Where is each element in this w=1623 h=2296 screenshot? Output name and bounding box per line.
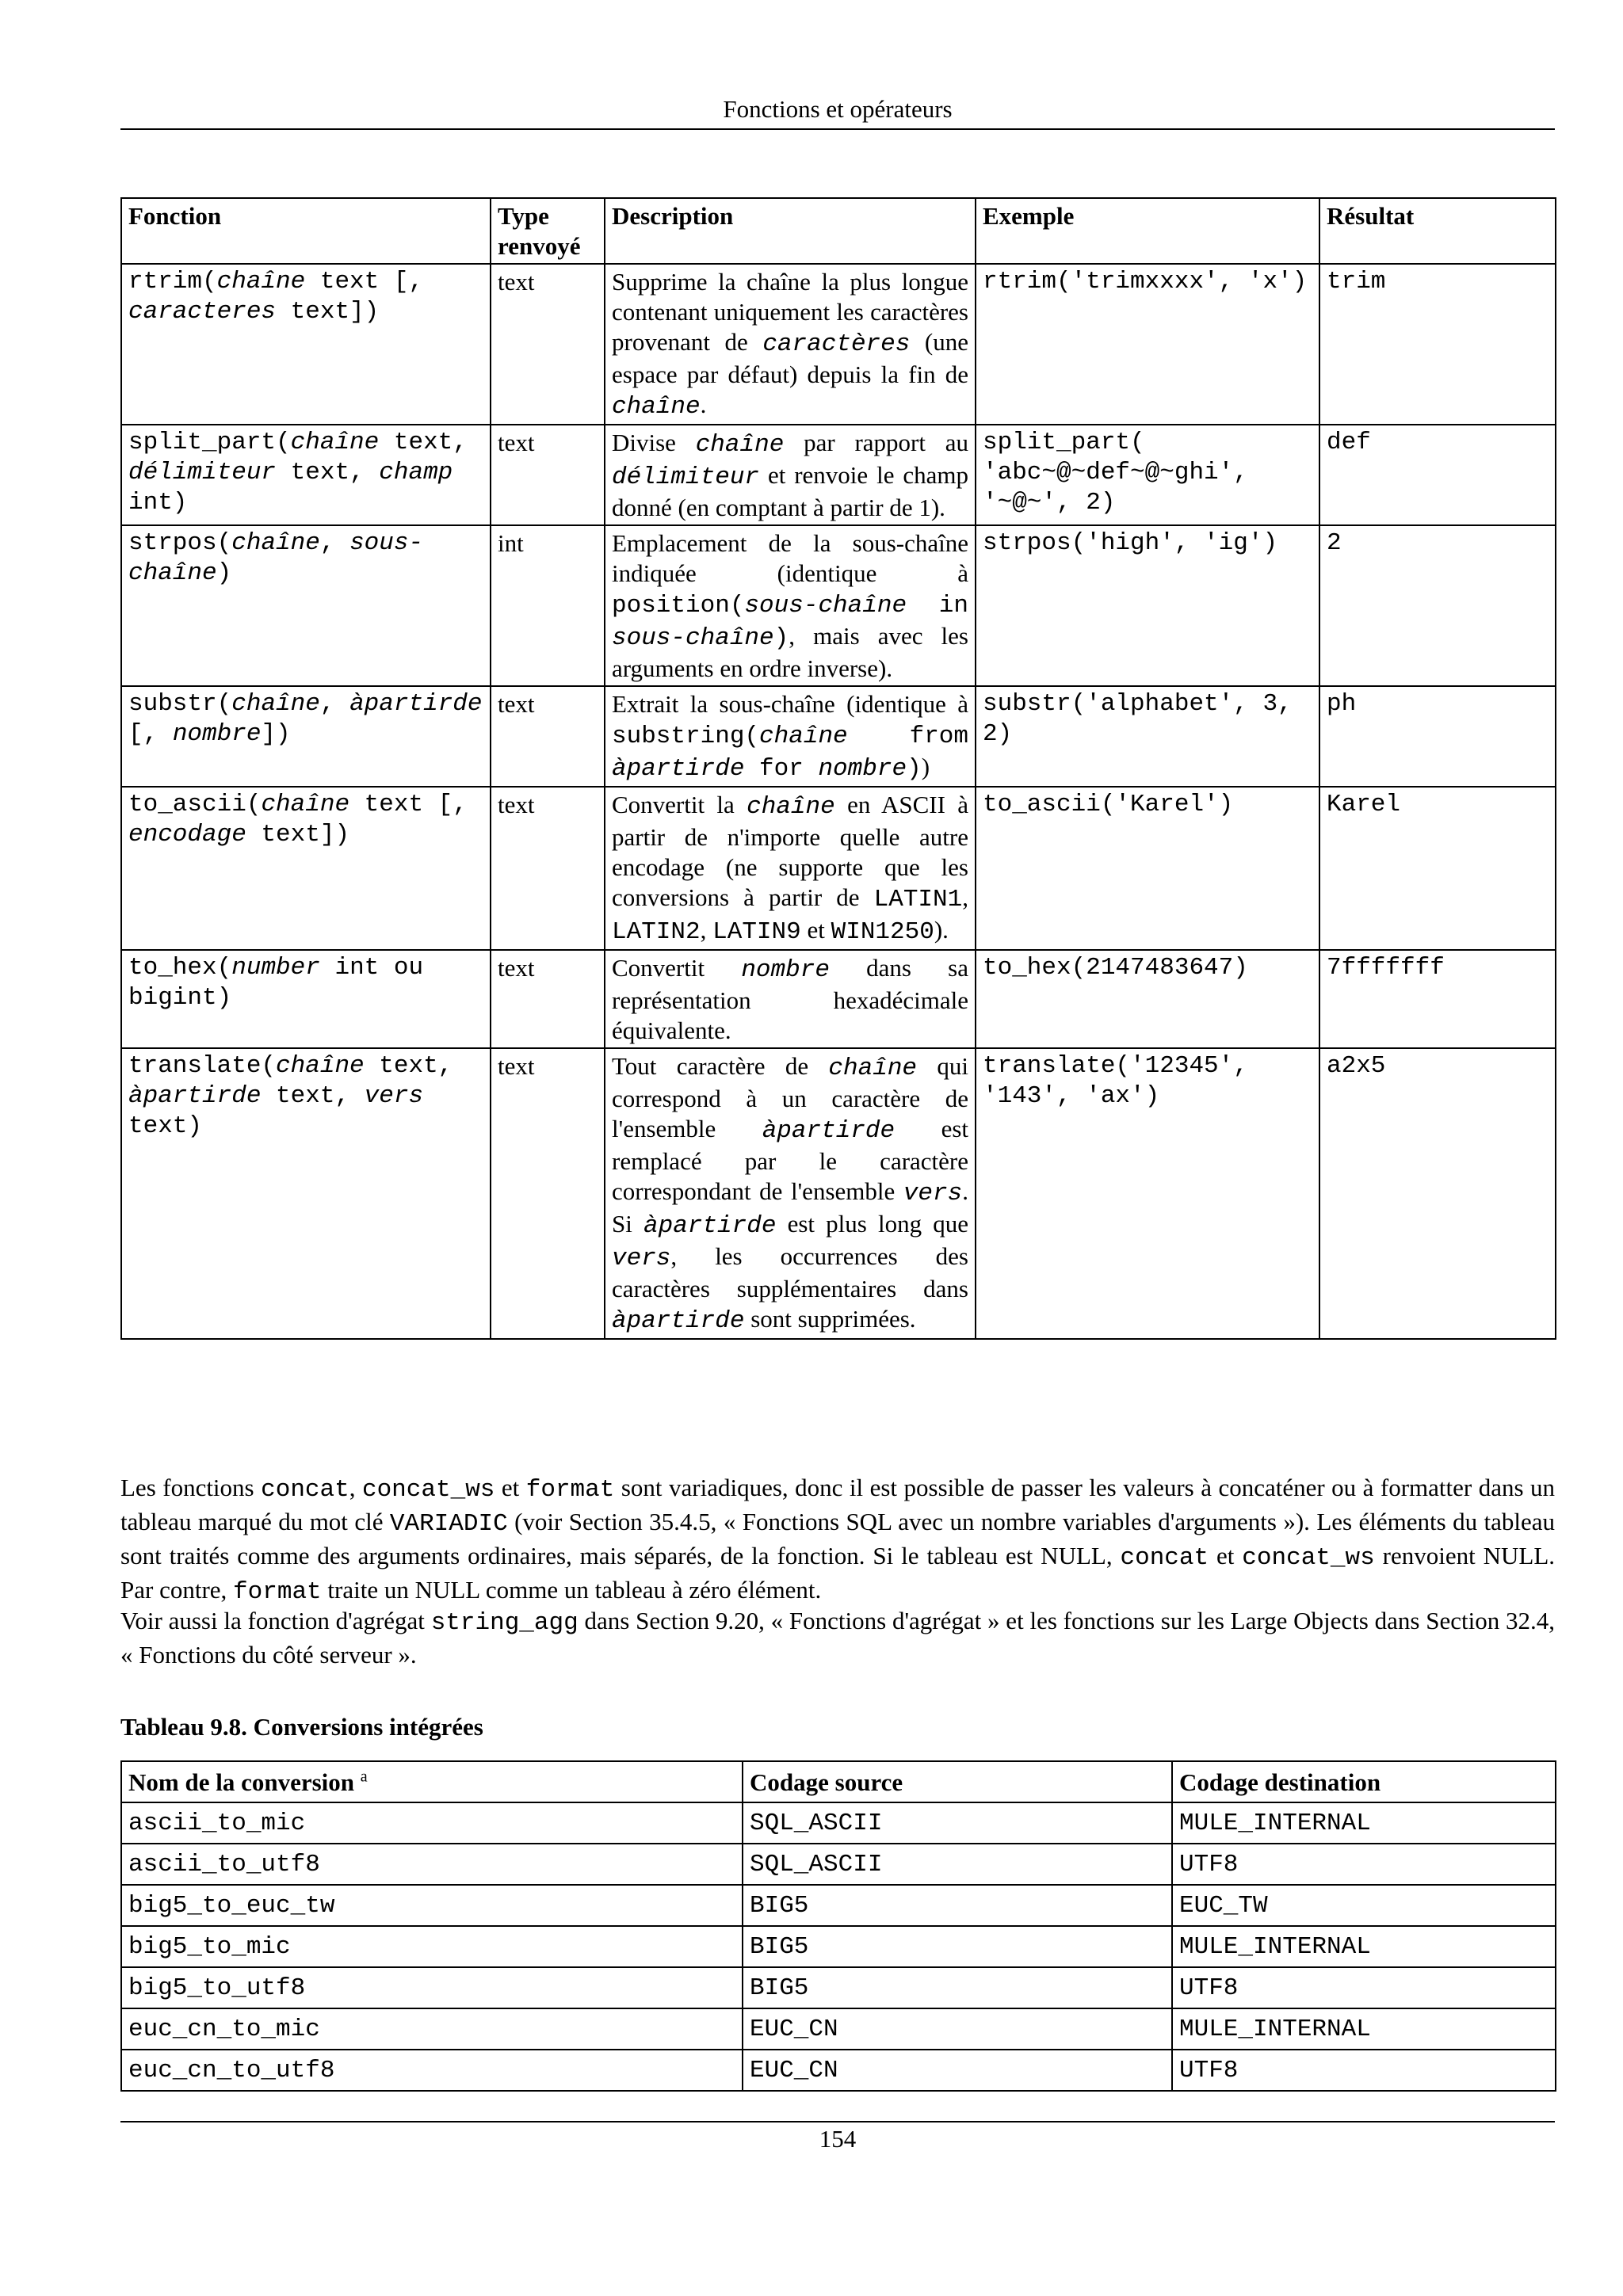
table-caption: Tableau 9.8. Conversions intégrées bbox=[120, 1713, 483, 1741]
table-row bbox=[121, 2008, 1556, 2050]
code-parameter: nombre bbox=[741, 956, 830, 984]
table-header-row bbox=[121, 198, 1556, 264]
source-encoding-cell: BIG5 bbox=[743, 1885, 1172, 1926]
code-parameter: chaîne bbox=[290, 429, 380, 456]
conversion-name-cell: big5_to_euc_tw bbox=[121, 1885, 743, 1926]
return-type-cell: text bbox=[491, 264, 605, 425]
running-header: Fonctions et opérateurs bbox=[723, 95, 953, 123]
return-type-cell: text bbox=[491, 1048, 605, 1339]
code-literal: int ou bigint) bbox=[128, 954, 424, 1012]
conversion-name-cell: big5_to_mic bbox=[121, 1926, 743, 1967]
destination-encoding-cell: MULE_INTERNAL bbox=[1172, 2008, 1556, 2050]
code-literal: format bbox=[233, 1578, 322, 1606]
table-row bbox=[121, 525, 1556, 686]
example-cell: split_part( 'abc~@~def~@~ghi', '~@~', 2) bbox=[976, 425, 1319, 525]
result-cell: 2 bbox=[1319, 525, 1556, 686]
text-run: dans Section 9.20, « Fonctions d'agrégat » et les fonctions sur les Large Objects dans Section 32.4, « Fonctions du côté serveur ». bbox=[120, 1607, 1556, 1669]
code-literal: text, bbox=[276, 459, 380, 486]
code-parameter: chaîne bbox=[261, 791, 350, 818]
code-parameter: àpartirde bbox=[349, 690, 483, 718]
text-run: , mais avec les arguments en ordre inverse). bbox=[612, 622, 968, 682]
text-run: . bbox=[700, 391, 707, 418]
code-parameter: chaîne bbox=[612, 393, 701, 421]
code-literal: position( bbox=[612, 592, 745, 620]
code-parameter: vers bbox=[903, 1180, 963, 1207]
code-literal: split_part( bbox=[128, 429, 291, 456]
text-run: (une espace par défaut) depuis la fin de bbox=[612, 328, 968, 388]
code-parameter: caractères bbox=[762, 330, 911, 358]
code-literal: text, bbox=[261, 1082, 365, 1110]
code-parameter: caracteres bbox=[128, 298, 277, 326]
code-parameter: sous-chaîne bbox=[612, 624, 774, 652]
col-header-example: Exemple bbox=[976, 198, 1319, 264]
code-parameter: vers bbox=[364, 1082, 424, 1110]
text-run: Emplacement de la sous-chaîne indiquée (identique à bbox=[612, 529, 968, 587]
header-rule bbox=[120, 128, 1555, 130]
table-row bbox=[121, 787, 1556, 950]
code-parameter: chaîne bbox=[828, 1055, 918, 1082]
table-row bbox=[121, 1844, 1556, 1885]
source-encoding-cell: BIG5 bbox=[743, 1967, 1172, 2008]
example-cell: to_ascii('Karel') bbox=[976, 787, 1319, 950]
code-parameter: sous-chaîne bbox=[128, 529, 424, 587]
text-run: dans sa représentation hexadécimale équivalente. bbox=[612, 954, 968, 1044]
code-parameter: chaîne bbox=[231, 690, 320, 718]
destination-encoding-cell: MULE_INTERNAL bbox=[1172, 1802, 1556, 1844]
text-run: Convertit bbox=[612, 954, 742, 982]
return-type-cell: int bbox=[491, 525, 605, 686]
conversion-name-cell: ascii_to_utf8 bbox=[121, 1844, 743, 1885]
code-literal: to_hex( bbox=[128, 954, 232, 982]
description-cell bbox=[605, 525, 976, 686]
function-signature-cell bbox=[121, 1048, 491, 1339]
code-literal: [, bbox=[128, 720, 173, 748]
code-parameter: chaîne bbox=[695, 431, 785, 459]
function-signature-cell bbox=[121, 950, 491, 1048]
source-encoding-cell: EUC_CN bbox=[743, 2050, 1172, 2091]
text-run: Voir aussi la fonction d'agrégat bbox=[120, 1607, 431, 1634]
code-parameter: chaîne bbox=[216, 268, 306, 296]
text-run: et bbox=[800, 916, 831, 944]
result-cell: def bbox=[1319, 425, 1556, 525]
code-literal: strpos( bbox=[128, 529, 232, 557]
text-run: par rapport au bbox=[784, 429, 968, 456]
source-encoding-cell: EUC_CN bbox=[743, 2008, 1172, 2050]
code-parameter: number bbox=[231, 954, 320, 982]
text-run: et renvoie le champ donné (en comptant à partir de 1). bbox=[612, 461, 968, 521]
code-parameter: chaîne bbox=[231, 529, 320, 557]
code-literal: ) bbox=[907, 755, 922, 783]
code-parameter: àpartirde bbox=[762, 1117, 896, 1145]
conversion-name-cell: big5_to_utf8 bbox=[121, 1967, 743, 2008]
code-literal: ) bbox=[216, 559, 232, 587]
text-run: ) bbox=[921, 753, 930, 780]
text-run: traite un NULL comme un tableau à zéro élément. bbox=[321, 1576, 822, 1604]
code-literal: LATIN9 bbox=[712, 918, 801, 946]
text-run: Extrait la sous-chaîne (identique à bbox=[612, 690, 968, 718]
table-row bbox=[121, 425, 1556, 525]
code-parameter: sous-chaîne bbox=[744, 592, 907, 620]
description-cell bbox=[605, 1048, 976, 1339]
code-literal: string_agg bbox=[430, 1609, 579, 1637]
code-literal: to_ascii( bbox=[128, 791, 262, 818]
code-literal: WIN1250 bbox=[831, 918, 934, 946]
col-header-source-encoding: Codage source bbox=[743, 1761, 1172, 1802]
return-type-cell: text bbox=[491, 425, 605, 525]
return-type-cell: text bbox=[491, 686, 605, 787]
example-cell: strpos('high', 'ig') bbox=[976, 525, 1319, 686]
result-cell: trim bbox=[1319, 264, 1556, 425]
col-header-destination-encoding: Codage destination bbox=[1172, 1761, 1556, 1802]
description-cell bbox=[605, 787, 976, 950]
text-run: Supprime la chaîne la plus longue contenant uniquement les caractères provenant de bbox=[612, 268, 968, 356]
description-cell bbox=[605, 425, 976, 525]
example-cell: to_hex(2147483647) bbox=[976, 950, 1319, 1048]
text-run: est plus long que bbox=[776, 1210, 968, 1238]
return-type-cell: text bbox=[491, 950, 605, 1048]
function-signature-cell bbox=[121, 525, 491, 686]
text-run: Convertit la bbox=[612, 791, 747, 818]
table-row bbox=[121, 264, 1556, 425]
function-rows bbox=[121, 264, 1556, 1339]
code-literal: from bbox=[847, 723, 968, 750]
text-run: . Si bbox=[612, 1177, 968, 1238]
code-parameter: àpartirde bbox=[128, 1082, 262, 1110]
table-header-row bbox=[121, 1761, 1556, 1802]
code-literal: , bbox=[319, 529, 350, 557]
code-literal: text, bbox=[364, 1052, 453, 1080]
result-cell: a2x5 bbox=[1319, 1048, 1556, 1339]
code-literal: LATIN1 bbox=[873, 886, 963, 913]
return-type-cell: text bbox=[491, 787, 605, 950]
code-parameter: àpartirde bbox=[612, 755, 745, 783]
text-run: (voir Section 35.4.5, « Fonctions SQL avec un nombre variables d'arguments »). Les éléments du tableau sont traités comme des arguments ordinaires, mais séparés, de la fonction. Si le tableau est NULL, bbox=[120, 1508, 1555, 1569]
destination-encoding-cell: UTF8 bbox=[1172, 2050, 1556, 2091]
code-literal: format bbox=[525, 1476, 615, 1504]
example-cell: substr('alphabet', 3, 2) bbox=[976, 686, 1319, 787]
code-parameter: chaîne bbox=[759, 723, 848, 750]
string-functions-table bbox=[120, 197, 1556, 1340]
col-header-description: Description bbox=[605, 198, 976, 264]
code-literal: for bbox=[744, 755, 819, 783]
example-cell: translate('12345', '143', 'ax') bbox=[976, 1048, 1319, 1339]
code-parameter: nombre bbox=[818, 755, 907, 783]
text-run: renvoient NULL. Par contre, bbox=[120, 1542, 1556, 1604]
destination-encoding-cell: MULE_INTERNAL bbox=[1172, 1926, 1556, 1967]
table-row bbox=[121, 1048, 1556, 1339]
code-parameter: chaîne bbox=[747, 793, 835, 821]
text-run: en ASCII à partir de n'importe quelle autre encodage (ne supporte que les conversions à partir de bbox=[612, 791, 968, 911]
footnote-mark[interactable]: a bbox=[360, 1768, 368, 1786]
text-run: Tout caractère de bbox=[612, 1052, 829, 1080]
code-literal: , bbox=[319, 690, 350, 718]
col-header-function: Fonction bbox=[121, 198, 491, 264]
text-run: sont supprimées. bbox=[744, 1305, 916, 1333]
code-literal: text) bbox=[128, 1112, 203, 1140]
page-number: 154 bbox=[819, 2125, 857, 2153]
function-signature-cell bbox=[121, 264, 491, 425]
code-parameter: nombre bbox=[172, 720, 262, 748]
table-row bbox=[121, 1885, 1556, 1926]
conversion-name-label: Nom de la conversion bbox=[128, 1768, 355, 1796]
text-run: , les occurrences des caractères supplémentaires dans bbox=[612, 1242, 968, 1302]
table-row bbox=[121, 686, 1556, 787]
table-row bbox=[121, 1967, 1556, 2008]
code-parameter: chaîne bbox=[276, 1052, 365, 1080]
destination-encoding-cell: EUC_TW bbox=[1172, 1885, 1556, 1926]
code-literal: concat_ws bbox=[361, 1476, 495, 1504]
text-run: Les fonctions bbox=[120, 1474, 262, 1501]
table-row bbox=[121, 1926, 1556, 1967]
function-signature-cell bbox=[121, 425, 491, 525]
function-signature-cell bbox=[121, 787, 491, 950]
conversion-name-cell: ascii_to_mic bbox=[121, 1802, 743, 1844]
table-row bbox=[121, 1802, 1556, 1844]
code-parameter: àpartirde bbox=[612, 1307, 745, 1335]
code-literal: rtrim( bbox=[128, 268, 217, 296]
paragraph-variadic bbox=[120, 1472, 1555, 1608]
source-encoding-cell: SQL_ASCII bbox=[743, 1844, 1172, 1885]
code-parameter: délimiteur bbox=[612, 463, 760, 491]
footer-rule bbox=[120, 2121, 1555, 2122]
code-literal: ]) bbox=[261, 720, 291, 748]
code-parameter: vers bbox=[612, 1245, 671, 1272]
table-row bbox=[121, 2050, 1556, 2091]
conversion-rows bbox=[121, 1802, 1556, 2091]
text-run: , bbox=[700, 916, 713, 944]
col-header-conversion-name bbox=[121, 1761, 743, 1802]
conversion-name-cell: euc_cn_to_utf8 bbox=[121, 2050, 743, 2091]
col-header-return-type: Type renvoyé bbox=[491, 198, 605, 264]
text-run: et bbox=[495, 1474, 526, 1501]
code-parameter: àpartirde bbox=[643, 1212, 777, 1240]
table-row bbox=[121, 950, 1556, 1048]
code-literal: concat bbox=[1120, 1544, 1209, 1572]
source-encoding-cell: SQL_ASCII bbox=[743, 1802, 1172, 1844]
code-literal: substring( bbox=[612, 723, 760, 750]
text-run: est remplacé par le caractère correspondant de l'ensemble bbox=[612, 1115, 969, 1205]
description-cell bbox=[605, 264, 976, 425]
description-cell bbox=[605, 686, 976, 787]
code-literal: translate( bbox=[128, 1052, 277, 1080]
code-literal: text [, bbox=[305, 268, 424, 296]
conversion-name-cell: euc_cn_to_mic bbox=[121, 2008, 743, 2050]
result-cell: 7fffffff bbox=[1319, 950, 1556, 1048]
code-literal: concat_ws bbox=[1242, 1544, 1375, 1572]
text-run: Divise bbox=[612, 429, 696, 456]
code-literal: text [, bbox=[349, 791, 468, 818]
code-literal: concat bbox=[261, 1476, 349, 1504]
code-literal: text, bbox=[379, 429, 468, 456]
function-signature-cell bbox=[121, 686, 491, 787]
code-parameter: champ bbox=[379, 459, 453, 486]
code-literal: text]) bbox=[246, 821, 350, 849]
paragraph-see-also bbox=[120, 1605, 1555, 1671]
code-literal: LATIN2 bbox=[612, 918, 701, 946]
description-cell bbox=[605, 950, 976, 1048]
result-cell: ph bbox=[1319, 686, 1556, 787]
code-parameter: délimiteur bbox=[128, 459, 277, 486]
text-run: , bbox=[349, 1474, 362, 1501]
col-header-result: Résultat bbox=[1319, 198, 1556, 264]
code-literal: text]) bbox=[276, 298, 380, 326]
result-cell: Karel bbox=[1319, 787, 1556, 950]
source-encoding-cell: BIG5 bbox=[743, 1926, 1172, 1967]
text-run: sont variadiques, donc il est possible de passer les valeurs à concaténer ou à formatter dans un tableau marqué du mot clé bbox=[120, 1474, 1556, 1535]
text-run: ). bbox=[934, 916, 949, 944]
code-literal: int) bbox=[128, 489, 188, 517]
code-literal: substr( bbox=[128, 690, 232, 718]
text-run: qui correspond à un caractère de l'ensemble bbox=[612, 1052, 968, 1142]
destination-encoding-cell: UTF8 bbox=[1172, 1844, 1556, 1885]
text-run: et bbox=[1209, 1542, 1243, 1569]
text-run: , bbox=[962, 883, 968, 911]
code-literal: VARIADIC bbox=[389, 1510, 508, 1538]
destination-encoding-cell: UTF8 bbox=[1172, 1967, 1556, 2008]
example-cell: rtrim('trimxxxx', 'x') bbox=[976, 264, 1319, 425]
code-literal: in bbox=[907, 592, 968, 620]
code-parameter: encodage bbox=[128, 821, 246, 849]
conversions-table bbox=[120, 1760, 1556, 2092]
code-literal: ) bbox=[773, 624, 789, 652]
